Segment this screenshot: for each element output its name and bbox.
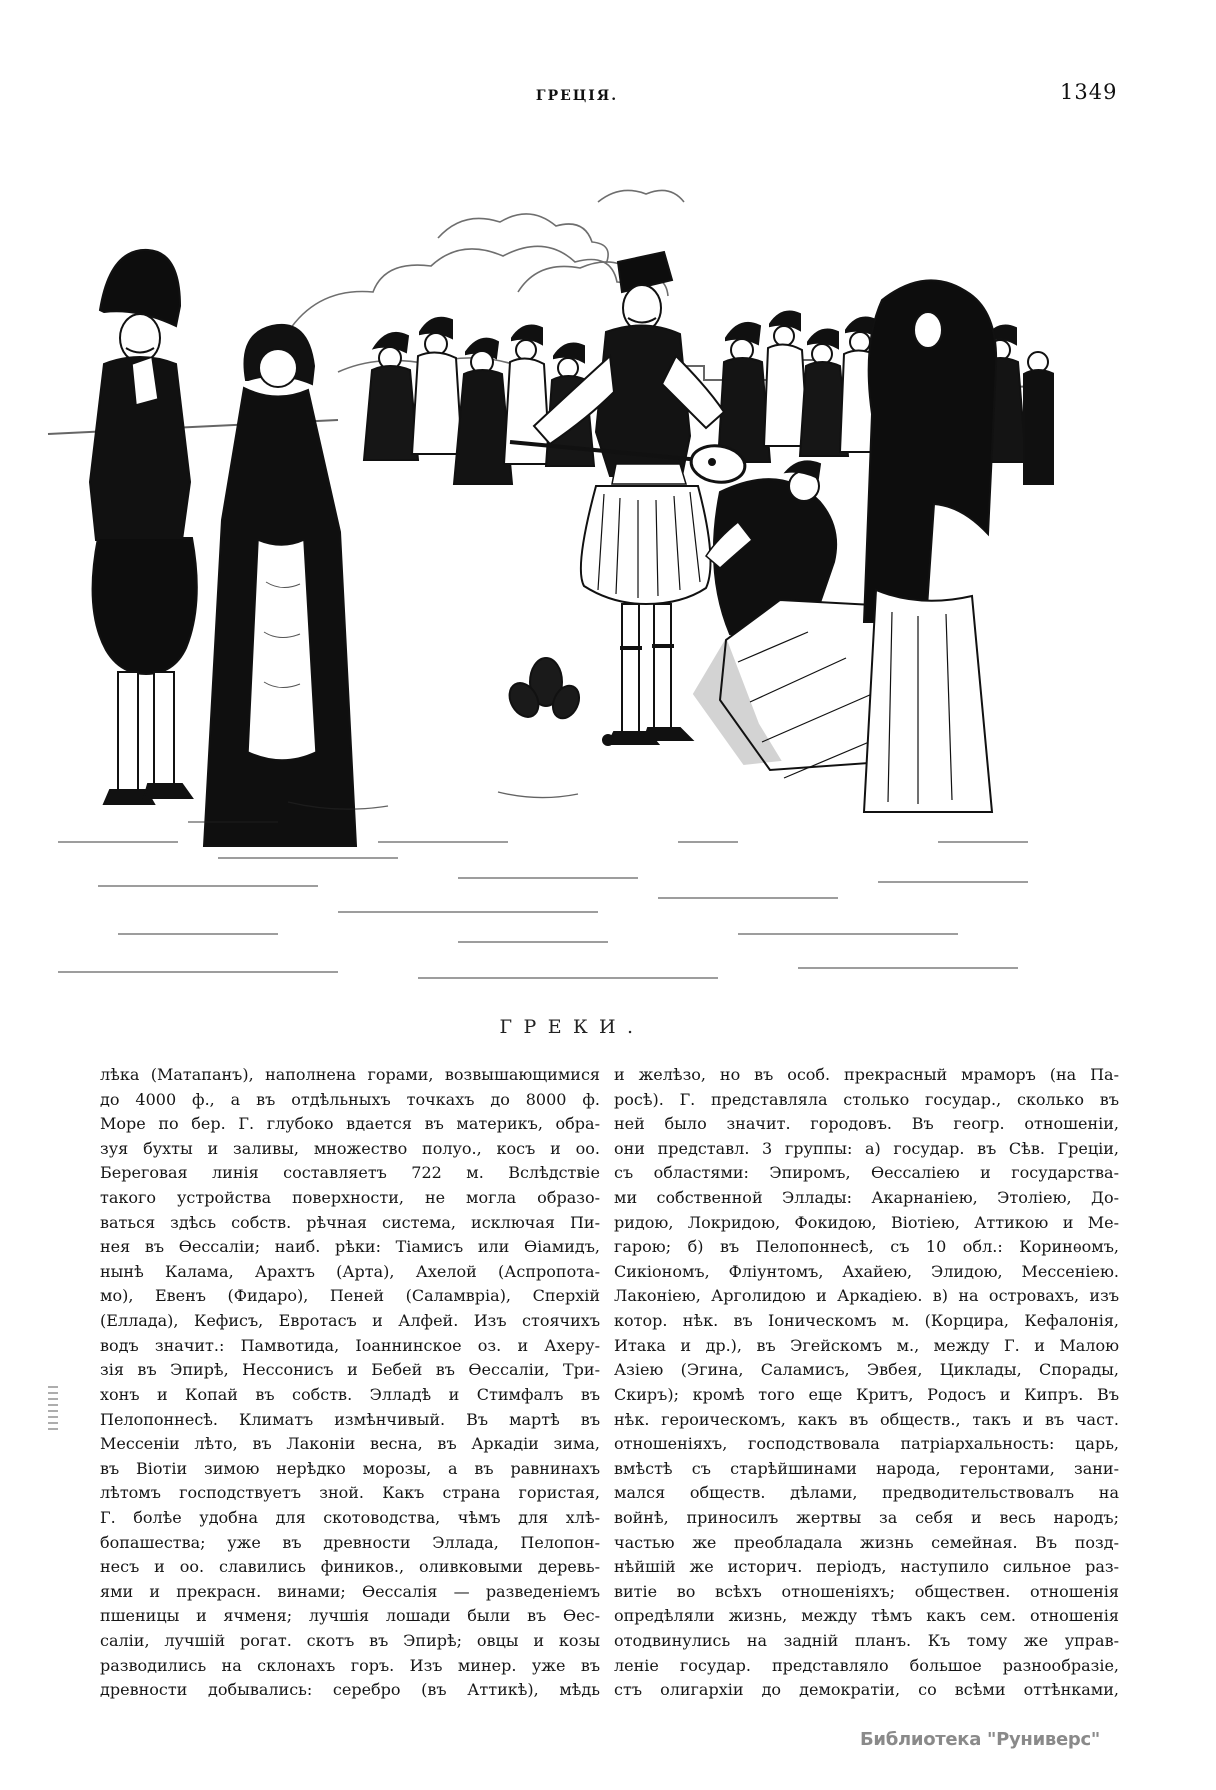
text-line: леніе государ. представляло большое разнообразіе, xyxy=(614,1655,1119,1675)
text-line: разводились на склонахъ горъ. Изъ минер. уже въ xyxy=(100,1655,600,1675)
text-line: Г. болѣе удобна для скотоводства, чѣмъ для хлѣ- xyxy=(100,1507,600,1527)
text-line: лѣтомъ господствуетъ зной. Какъ страна гористая, xyxy=(100,1483,600,1503)
article-text xyxy=(100,1063,1119,1703)
text-line: нѣк. героическомъ, какъ въ обществ., такъ и въ част. xyxy=(614,1409,1119,1429)
text-line: они представл. 3 группы: а) государ. въ Сѣв. Греціи, xyxy=(614,1138,1119,1158)
text-line: отношеніяхъ, господствовала патріархальность: царь, xyxy=(614,1434,1119,1454)
text-line: отодвинулись на задній планъ. Къ тому же управ- xyxy=(614,1631,1119,1651)
text-line: Море по бер. Г. глубоко вдается въ материкъ, обра- xyxy=(100,1114,600,1134)
text-line: Пелопоннесѣ. Климатъ измѣнчивый. Въ мартѣ въ xyxy=(100,1409,600,1429)
text-line: Мессеніи лѣто, въ Лаконіи весна, въ Аркадіи зима, xyxy=(100,1434,600,1454)
text-line: мался обществ. дѣлами, предводительствовалъ на xyxy=(614,1483,1119,1503)
text-line: Береговая линія составляетъ 722 м. Вслѣдствіе xyxy=(100,1163,600,1183)
scan-artifact xyxy=(48,1386,58,1430)
text-line: ней было значит. городовъ. Въ геогр. отношеніи, xyxy=(614,1114,1119,1134)
text-line: Итака и др.), въ Эгейскомъ м., между Г. и Малою xyxy=(614,1335,1119,1355)
ground-hatching xyxy=(58,792,1028,978)
figure-right-woman xyxy=(864,280,996,812)
text-line: Скиръ); кромѣ того еще Критъ, Родосъ и Кипръ. Въ xyxy=(614,1384,1119,1404)
illustration-caption: ГРЕКИ. xyxy=(499,1016,645,1038)
text-line: ридою, Локридою, Фокидою, Віотіею, Аттикою и Ме- xyxy=(614,1212,1119,1232)
page-number: 1349 xyxy=(1060,80,1118,104)
text-line: витіе во всѣхъ отношеніяхъ; обществен. отношенія xyxy=(614,1581,1119,1601)
text-line: опредѣляли жизнь, между тѣмъ какъ сем. отношенія xyxy=(614,1606,1119,1626)
text-line: зуя бухты и заливы, множество полуо., косъ и оо. xyxy=(100,1138,600,1158)
text-line: нѣйшій же историч. періодъ, наступило сильное раз- xyxy=(614,1557,1119,1577)
text-line: ми собственной Эллады: Акарнаніею, Этоліею, До- xyxy=(614,1188,1119,1208)
text-line: такого устройства поверхности, не могла образо- xyxy=(100,1188,600,1208)
text-line: Азіею (Эгина, Саламисъ, Эвбея, Циклады, Спорады, xyxy=(614,1360,1119,1380)
text-line: нынѣ Калама, Арахтъ (Арта), Ахелой (Аспропота- xyxy=(100,1261,600,1281)
text-line: войнѣ, приносилъ жертвы за себя и весь народъ; xyxy=(614,1507,1119,1527)
text-line: Сикіономъ, Фліунтомъ, Ахайею, Элидою, Мессеніею. xyxy=(614,1261,1119,1281)
text-line: древности добывались: серебро (въ Аттикѣ), мѣдь xyxy=(100,1680,600,1700)
engraving-svg xyxy=(38,142,1054,1004)
text-line: до 4000 ф., а въ отдѣльныхъ точкахъ до 8000 ф. xyxy=(100,1089,600,1109)
text-line: котор. нѣк. въ Іоническомъ м. (Корцира, Кефалонія, xyxy=(614,1311,1119,1331)
text-line: съ областями: Эпиромъ, Ѳессаліею и государства- xyxy=(614,1163,1119,1183)
text-line: саліи, лучшій рогат. скотъ въ Эпирѣ; овцы и козы xyxy=(100,1631,600,1651)
text-line: пшеницы и ячменя; лучшія лошади были въ Ѳес- xyxy=(100,1606,600,1626)
text-line: нея въ Ѳессаліи; наиб. рѣки: Тіамисъ или Ѳіамидъ, xyxy=(100,1237,600,1257)
text-line: лѣка (Матапанъ), наполнена горами, возвышающимися xyxy=(100,1065,600,1084)
text-line: (Еллада), Кефисъ, Евротасъ и Алфей. Изъ стоячихъ xyxy=(100,1311,600,1331)
watermark: Библиотека "Руниверс" xyxy=(860,1729,1100,1750)
text-line: несъ и оо. славились фиников., оливковыми деревь- xyxy=(100,1557,600,1577)
text-line: ями и прекрасн. винами; Ѳессалія — разведеніемъ xyxy=(100,1581,600,1601)
text-line: стъ олигархіи до демократіи, со всѣми оттѣнками, xyxy=(614,1680,1119,1700)
engraving-greeks xyxy=(38,142,1054,1004)
text-column-left xyxy=(100,1063,600,1703)
text-line: Лаконіею, Арголидою и Аркадіею. в) на островахъ, изъ xyxy=(614,1286,1119,1306)
text-column-right xyxy=(614,1063,1119,1703)
text-line: росѣ). Г. представляла столько государ., сколько въ xyxy=(614,1089,1119,1109)
text-line: вмѣстѣ съ старѣйшинами народа, геронтами, зани- xyxy=(614,1458,1119,1478)
figure-left-woman xyxy=(204,325,356,846)
text-line: въ Віотіи зимою нерѣдко морозы, а въ равнинахъ xyxy=(100,1458,600,1478)
text-line: зія въ Эпирѣ, Нессонисъ и Бебей въ Ѳессаліи, Три- xyxy=(100,1360,600,1380)
text-line: ваться здѣсь собств. рѣчная система, исключая Пи- xyxy=(100,1212,600,1232)
text-line: бопашества; уже въ древности Эллада, Пелопон- xyxy=(100,1532,600,1552)
page-title: ГРЕЦІЯ. xyxy=(535,88,619,104)
text-line: водъ значит.: Памвотида, Іоаннинское оз. и Ахеру- xyxy=(100,1335,600,1355)
text-line: мо), Евенъ (Фидаро), Пеней (Саламвріа), Сперхій xyxy=(100,1286,600,1306)
text-line: частью же преобладала жизнь семейная. Въ позд- xyxy=(614,1532,1119,1552)
figure-left-man xyxy=(90,250,197,804)
text-line: гарою; б) въ Пелопоннесѣ, съ 10 обл.: Коринѳомъ, xyxy=(614,1237,1119,1257)
text-line: хонъ и Копай въ собств. Элладѣ и Стимфалъ въ xyxy=(100,1384,600,1404)
cactus-plant xyxy=(504,658,584,722)
text-line: и желѣзо, но въ особ. прекрасный мраморъ (на Па- xyxy=(614,1065,1119,1084)
